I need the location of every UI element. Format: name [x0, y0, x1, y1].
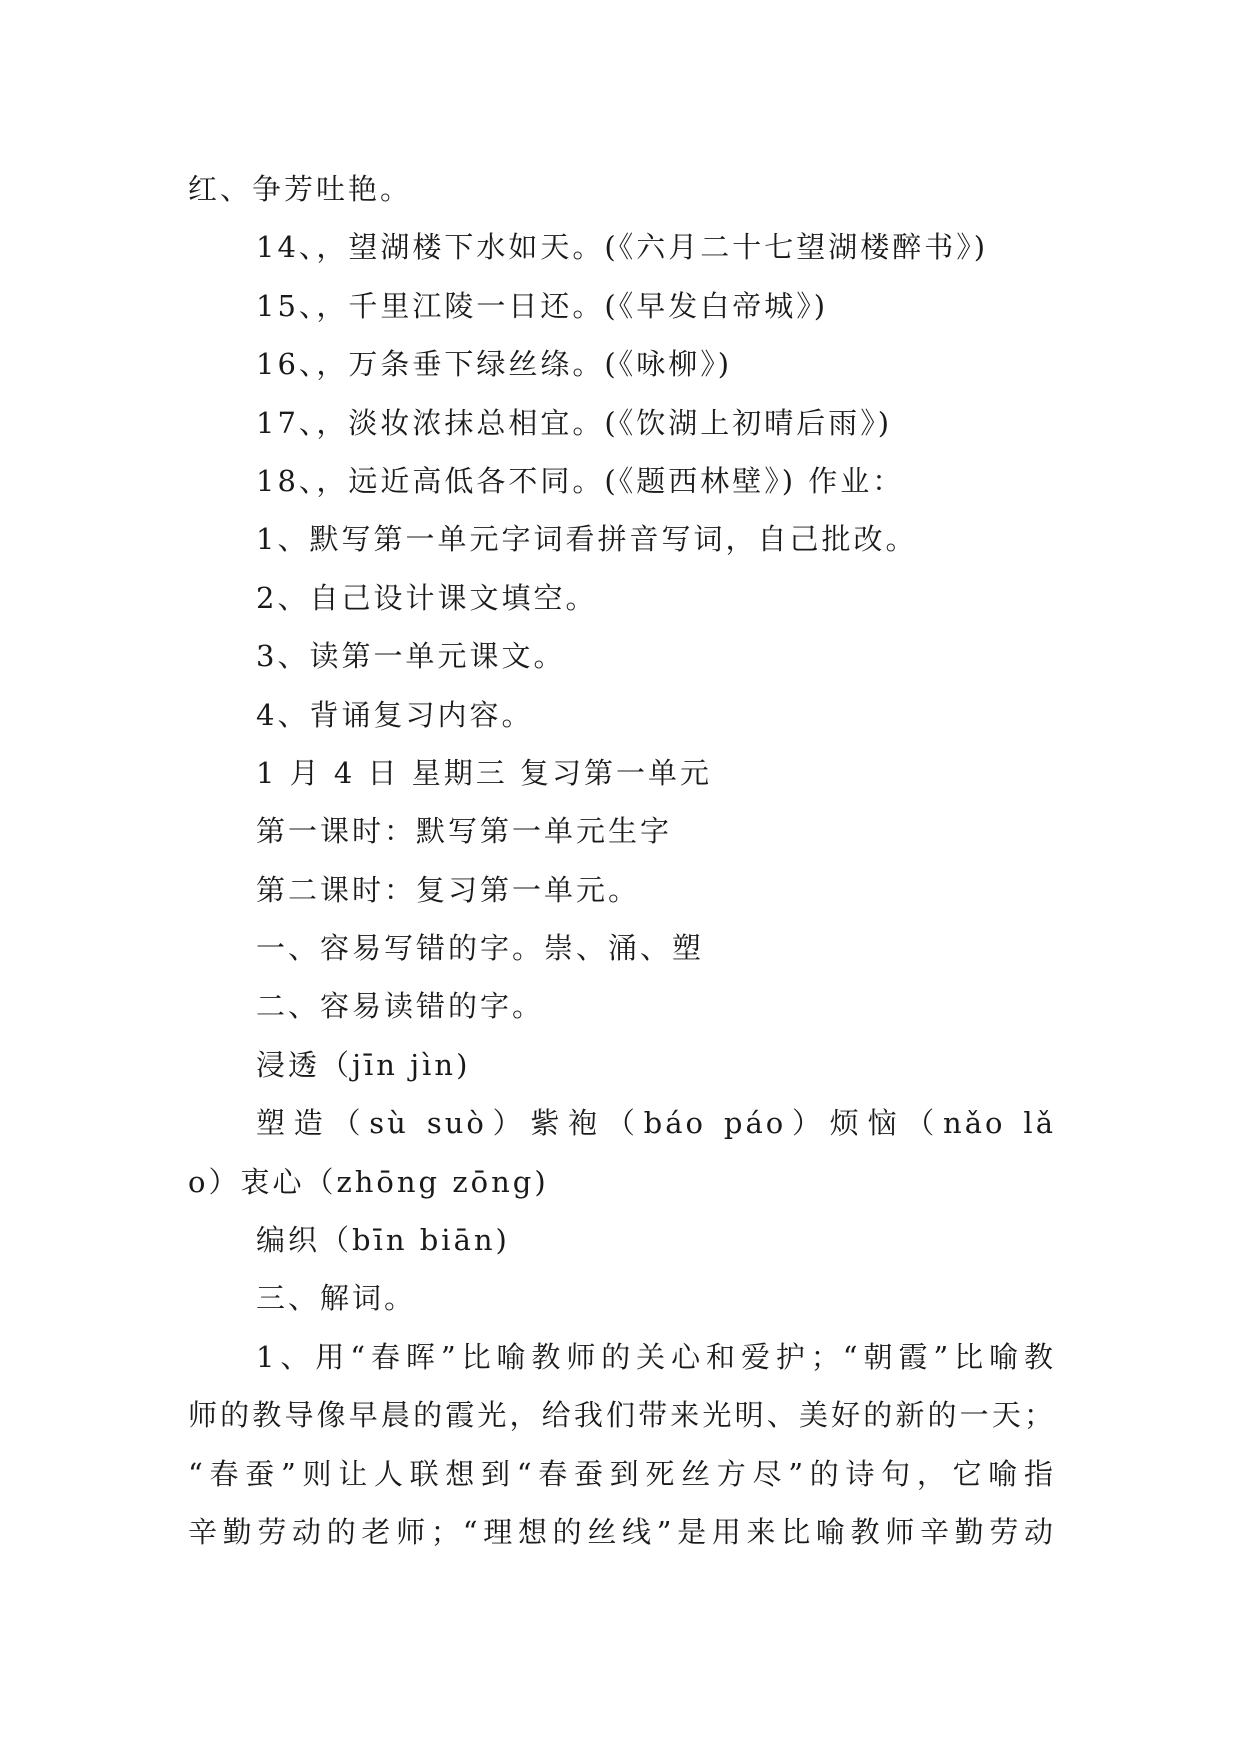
text-line: 师的教导像早晨的霞光，给我们带来光明、美好的新的一天；	[188, 1398, 1056, 1433]
text-line: o）衷心（zhōng zōng)	[188, 1164, 549, 1199]
text-line: 红、争芳吐艳。	[188, 172, 413, 206]
text-line: 第一课时：默写第一单元生字	[256, 814, 673, 849]
text-line: 1、默写第一单元字词看拼音写词，自己批改。	[256, 522, 918, 557]
document-body	[188, 160, 1056, 1561]
text-line: 辛勤劳动的老师；“理想的丝线”是用来比喻教师辛勤劳动	[188, 1514, 1056, 1549]
text-line: “春蚕”则让人联想到“春蚕到死丝方尽”的诗句，它喻指	[188, 1456, 1056, 1491]
text-line: 第二课时：复习第一单元。	[256, 872, 641, 907]
text-line: 15、，千里江陵一日还。(《早发白帝城》)	[256, 288, 829, 323]
text-line: 塑造（sù suò）紫袍（báo páo）烦恼（nǎo lǎ	[256, 1106, 1056, 1141]
text-line: 3、读第一单元课文。	[256, 639, 566, 674]
text-line: 2、自己设计课文填空。	[256, 580, 598, 615]
text-line: 1、用“春晖”比喻教师的关心和爱护；“朝霞”比喻教	[256, 1339, 1056, 1374]
text-line: 编织（bīn biān)	[256, 1223, 510, 1258]
text-line: 1 月 4 日 星期三 复习第一单元	[256, 755, 712, 790]
text-line: 18、，远近高低各不同。(《题西林壁》) 作业：	[256, 463, 905, 498]
text-line: 16、，万条垂下绿丝绦。(《咏柳》)	[256, 347, 733, 382]
text-line: 一、容易写错的字。崇、涌、塑	[256, 931, 705, 966]
text-line: 三、解词。	[256, 1281, 417, 1316]
text-line: 二、容易读错的字。	[256, 989, 545, 1024]
text-line: 4、背诵复习内容。	[256, 697, 534, 732]
text-line: 浸透（jīn jìn)	[256, 1047, 471, 1082]
text-line: 14、，望湖楼下水如天。(《六月二十七望湖楼醉书》)	[256, 230, 989, 265]
text-line: 17、，淡妆浓抹总相宜。(《饮湖上初晴后雨》)	[256, 405, 893, 440]
